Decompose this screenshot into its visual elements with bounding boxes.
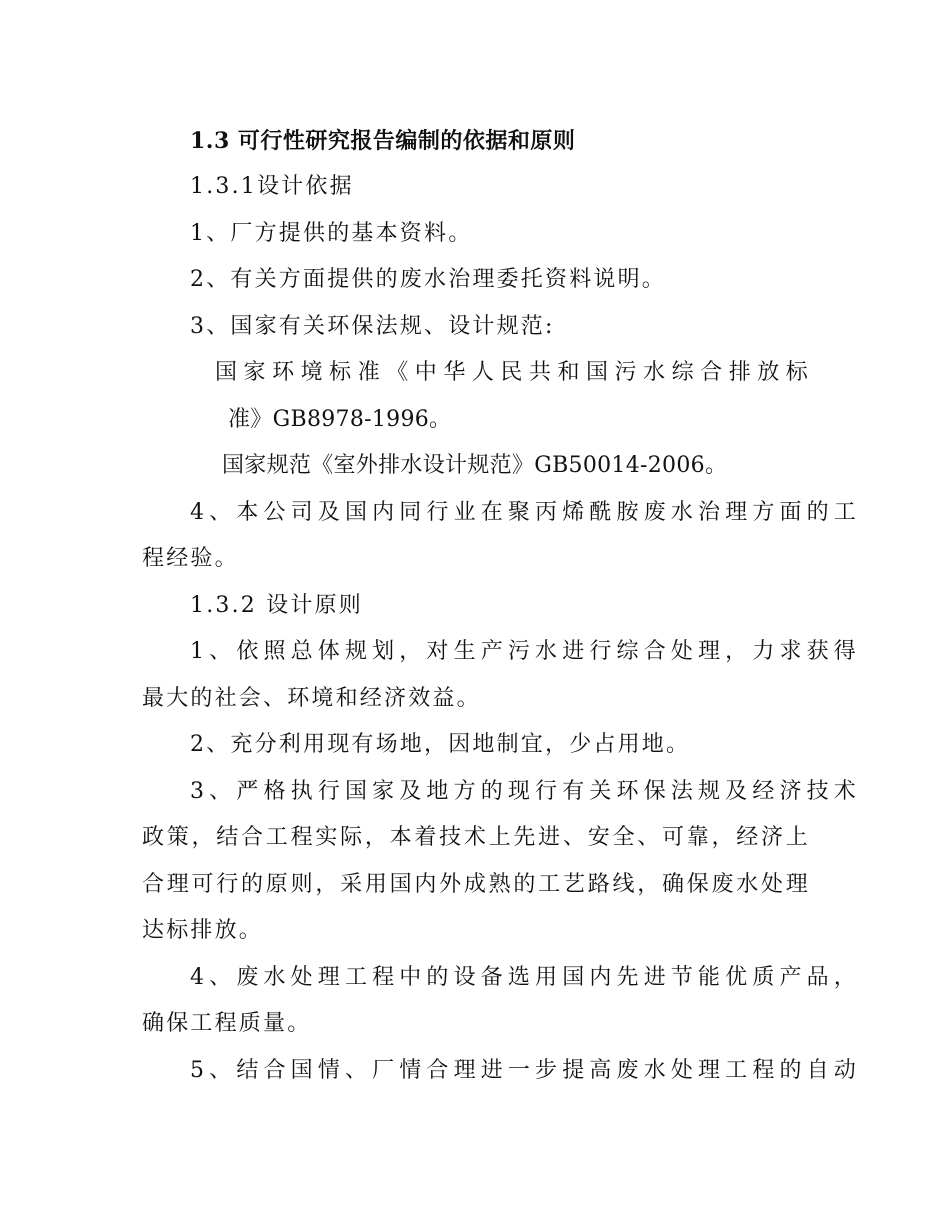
basis-title: 1.3.1设计依据 <box>190 174 354 199</box>
principle-1-line-2: 最大的社会、环境和经济效益。 <box>142 686 481 711</box>
principle-3-line-2: 政策，结合工程实际，本着技术上先进、安全、可靠，经济上 <box>142 825 810 850</box>
principle-3-line-1: 3、严格执行国家及地方的现行有关环保法规及经济技术 <box>190 779 858 804</box>
principle-2: 2、充分利用现有场地，因地制宜，少占用地。 <box>190 732 691 757</box>
basis-item-4-line-2: 程经验。 <box>142 546 239 571</box>
principle-1-line-1: 1、依照总体规划，对生产污水进行综合处理，力求获得 <box>190 639 858 664</box>
basis-item-1: 1、厂方提供的基本资料。 <box>190 221 473 246</box>
principle-3-line-3: 合理可行的原则，采用国内外成熟的工艺路线，确保废水处理 <box>142 872 810 897</box>
section-heading: 1.3 可行性研究报告编制的依据和原则 <box>190 128 576 154</box>
basis-item-3: 3、国家有关环保法规、设计规范: <box>190 314 555 339</box>
standard-1-line-1: 国家环境标准《中华人民共和国污水综合排放标 <box>215 360 810 385</box>
principle-4-line-2: 确保工程质量。 <box>142 1011 312 1036</box>
principle-5-line-1: 5、结合国情、厂情合理进一步提高废水处理工程的自动 <box>190 1058 858 1083</box>
principles-title: 1.3.2 设计原则 <box>190 593 363 618</box>
basis-item-2: 2、有关方面提供的废水治理委托资料说明。 <box>190 267 666 292</box>
principle-4-line-1: 4、废水处理工程中的设备选用国内先进节能优质产品， <box>190 965 858 990</box>
principle-3-line-4: 达标排放。 <box>142 918 264 943</box>
basis-item-4-line-1: 4、本公司及国内同行业在聚丙烯酰胺废水治理方面的工 <box>190 500 858 525</box>
standard-2: 国家规范《室外排水设计规范》GB50014-2006。 <box>222 453 728 478</box>
standard-1-line-2: 准》GB8978-1996。 <box>228 407 452 432</box>
